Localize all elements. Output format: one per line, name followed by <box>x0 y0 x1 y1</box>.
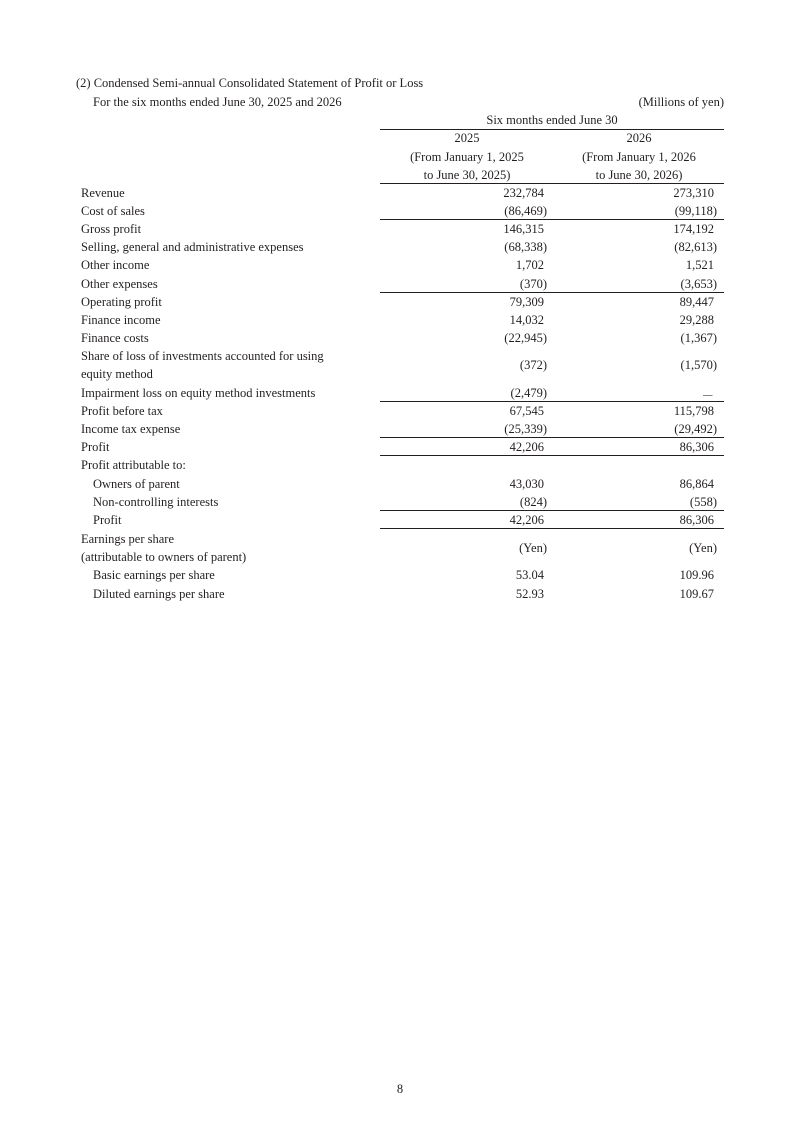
row-value-2025: (22,945) <box>504 331 547 345</box>
row-value-2025: (68,338) <box>504 240 547 254</box>
row-value-2025: (86,469) <box>504 204 547 218</box>
row-value-2025: 43,030 <box>509 477 544 491</box>
row-value-2026: 273,310 <box>673 186 714 200</box>
row-label: Revenue <box>81 186 125 200</box>
row-value-2025: 53.04 <box>515 568 544 582</box>
row-value-2025: 14,032 <box>509 313 544 327</box>
row-label: Basic earnings per share <box>93 568 215 582</box>
row-value-2025: (370) <box>519 277 547 291</box>
row-label: Owners of parent <box>93 477 180 491</box>
row-value-2026: 109.96 <box>679 568 714 582</box>
row-label: Operating profit <box>81 295 162 309</box>
row-value-2026: 109.67 <box>679 587 714 601</box>
row-label: Finance income <box>81 313 161 327</box>
row-value-2025: 232,784 <box>503 186 544 200</box>
row-value-2026: (99,118) <box>674 204 717 218</box>
row-label: Cost of sales <box>81 204 145 218</box>
row-value-2026: (Yen) <box>689 541 717 555</box>
row-label-line1: Earnings per share <box>81 532 175 546</box>
row-value-2026: 86,306 <box>679 440 714 454</box>
header-bottom-rule <box>380 183 724 184</box>
row-label: Impairment loss on equity method investments <box>81 386 316 400</box>
row-label: Other expenses <box>81 277 158 291</box>
row-label: Non-controlling interests <box>93 495 219 509</box>
row-value-2025: (Yen) <box>519 541 547 555</box>
row-value-2026: 1,521 <box>685 258 714 272</box>
subtotal-rule <box>380 292 724 293</box>
row-label: Selling, general and administrative expenses <box>81 240 304 254</box>
col2-to: to June 30, 2026) <box>595 168 683 182</box>
section-title: (2) Condensed Semi-annual Consolidated Statement of Profit or Loss <box>76 76 424 90</box>
total-rule <box>380 455 724 456</box>
row-label-line2: equity method <box>81 367 153 381</box>
row-value-2026: 115,798 <box>673 404 714 418</box>
row-label: Finance costs <box>81 331 149 345</box>
row-value-2026: (29,492) <box>674 422 717 436</box>
row-value-2025: (25,339) <box>504 422 547 436</box>
row-label: Profit before tax <box>81 404 163 418</box>
row-value-2026: (3,653) <box>680 277 717 291</box>
row-value-2026: (82,613) <box>674 240 717 254</box>
row-value-2026: 89,447 <box>679 295 714 309</box>
subtotal-rule <box>380 437 724 438</box>
row-label: Profit <box>81 440 110 454</box>
row-label: Profit <box>93 513 122 527</box>
row-value-2026: (1,570) <box>680 358 717 372</box>
row-value-2025: 52.93 <box>515 587 544 601</box>
row-value-2025: (824) <box>519 495 547 509</box>
row-label-line1: Share of loss of investments accounted for using <box>81 349 324 363</box>
row-value-2025: 42,206 <box>509 513 544 527</box>
row-value-2026: 174,192 <box>673 222 714 236</box>
subtotal-rule <box>380 401 724 402</box>
period-text: For the six months ended June 30, 2025 and 2026 <box>93 95 342 109</box>
col2-year: 2026 <box>626 131 652 145</box>
row-value-2026: (558) <box>689 495 717 509</box>
row-value-2026: 86,306 <box>679 513 714 527</box>
row-value-2025: 1,702 <box>515 258 544 272</box>
page-number: 8 <box>396 1082 404 1096</box>
row-label: Gross profit <box>81 222 142 236</box>
subtotal-rule <box>380 510 724 511</box>
row-value-2025: (2,479) <box>510 386 547 400</box>
row-value-2025: 79,309 <box>509 295 544 309</box>
row-label: Income tax expense <box>81 422 181 436</box>
unit-text: (Millions of yen) <box>638 95 724 109</box>
subtotal-rule <box>380 219 724 220</box>
row-value-2025: 42,206 <box>509 440 544 454</box>
row-label: Profit attributable to: <box>81 458 186 472</box>
row-label: Other income <box>81 258 150 272</box>
total-rule <box>380 528 724 529</box>
col1-year: 2025 <box>454 131 480 145</box>
row-value-2026: － <box>701 389 714 403</box>
row-value-2025: 146,315 <box>503 222 544 236</box>
col1-to: to June 30, 2025) <box>423 168 511 182</box>
header-rule <box>380 129 724 130</box>
row-value-2026: 86,864 <box>679 477 714 491</box>
row-label-line2: (attributable to owners of parent) <box>81 550 247 564</box>
col1-from: (From January 1, 2025 <box>410 150 524 164</box>
row-value-2025: 67,545 <box>509 404 544 418</box>
row-value-2025: (372) <box>519 358 547 372</box>
row-value-2026: (1,367) <box>680 331 717 345</box>
col2-from: (From January 1, 2026 <box>582 150 696 164</box>
row-value-2026: 29,288 <box>679 313 714 327</box>
header-group-label: Six months ended June 30 <box>486 113 618 127</box>
row-label: Diluted earnings per share <box>93 587 225 601</box>
